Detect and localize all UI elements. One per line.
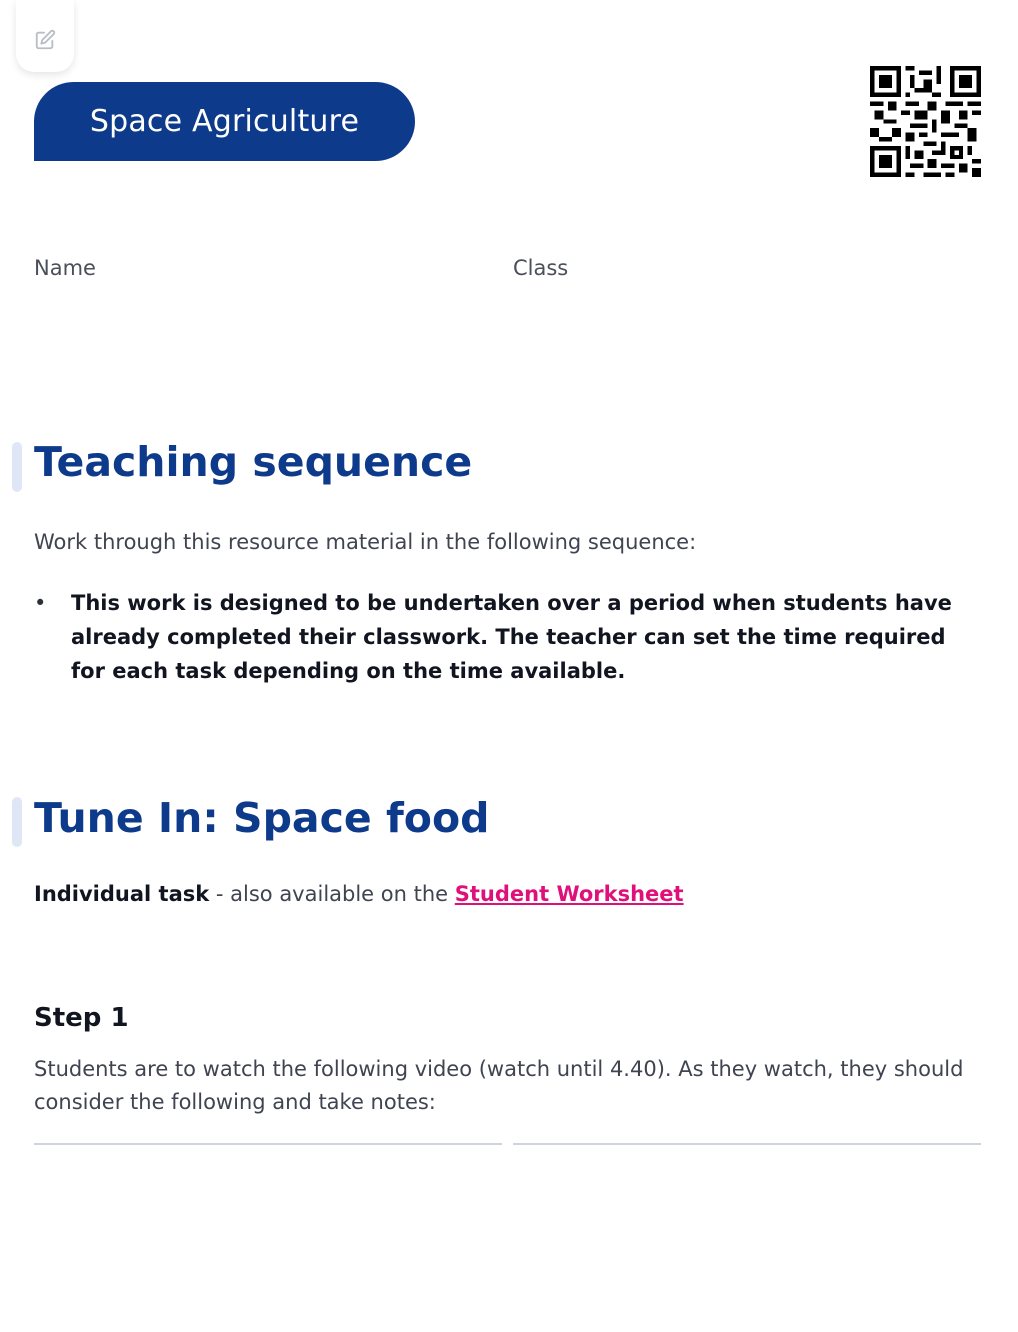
teaching-sequence-list <box>34 586 964 688</box>
task-type-label: Individual task <box>34 882 210 906</box>
step-1-text: Students are to watch the following video (watch until 4.40). As they watch, they should consider the following and take notes: <box>34 1057 964 1114</box>
notes-divider-left <box>34 1143 502 1145</box>
task-text: - also available on the <box>209 882 455 906</box>
edit-button[interactable] <box>16 0 74 72</box>
qr-code-icon <box>870 66 981 177</box>
list-item: • This work is designed to be undertaken over a period when students have already completed their classwork. The teacher can set the time required for each task depending on the time available. <box>34 586 964 688</box>
step-1-title: Step 1 <box>34 1003 129 1033</box>
student-worksheet-link[interactable]: Student Worksheet <box>454 882 684 906</box>
teaching-sequence-intro: Work through this resource material in the following sequence: <box>34 530 697 554</box>
page-title: Space Agriculture <box>89 104 360 139</box>
section-accent-bar <box>12 442 22 492</box>
task-description <box>34 882 684 906</box>
teaching-sequence-heading: Teaching sequence <box>34 438 473 486</box>
page-title-badge <box>34 82 415 161</box>
section-accent-bar <box>12 797 22 847</box>
name-field-label: Name <box>34 256 96 280</box>
class-field-label: Class <box>513 256 569 280</box>
tune-in-heading: Tune In: Space food <box>34 794 490 842</box>
notes-divider-right <box>513 1143 981 1145</box>
pencil-square-icon <box>34 29 56 51</box>
